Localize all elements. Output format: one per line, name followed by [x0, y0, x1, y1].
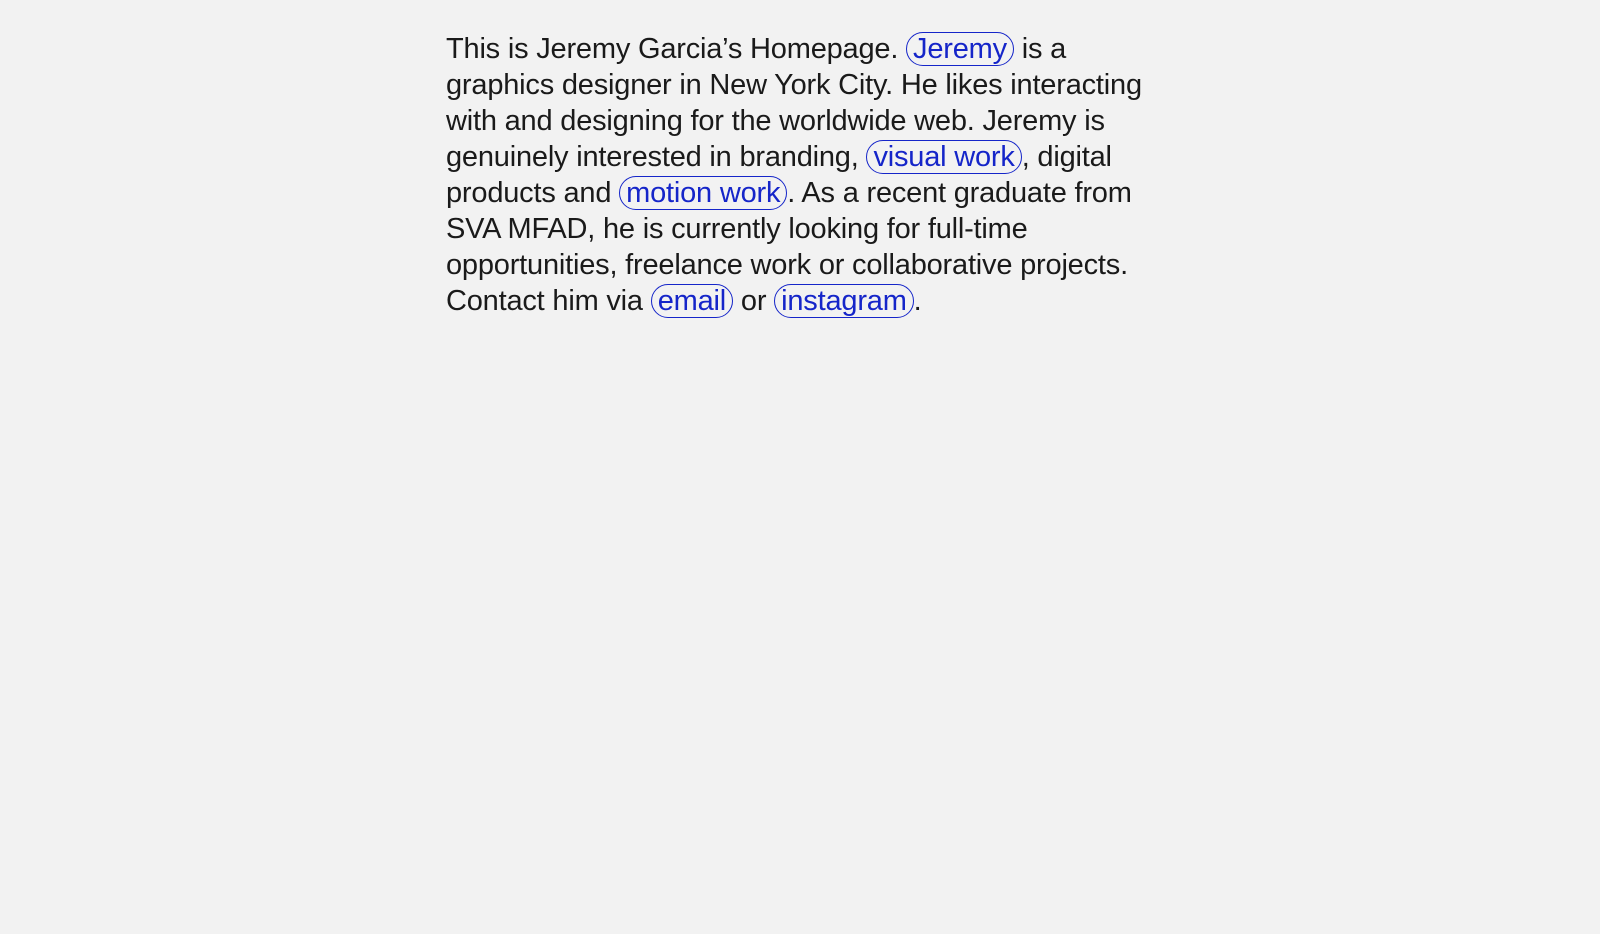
visual-work-link[interactable]: visual work: [866, 140, 1021, 174]
intro-text-6: .: [913, 285, 922, 317]
intro-text-5: or: [733, 285, 775, 317]
intro-text-2: is a graphics designer in New York City. He likes interacting with and designing for the worldwide web. Jeremy is genuinely interested in branding,: [446, 33, 1142, 173]
email-link[interactable]: email: [651, 284, 733, 318]
intro-text-4: . As a recent graduate from SVA MFAD, he is currently looking for full-time opportunities, freelance work or collaborative projects. Contact him via: [446, 177, 1132, 317]
motion-work-link[interactable]: motion work: [619, 176, 787, 210]
intro-text-1: This is Jeremy Garcia’s Homepage.: [446, 33, 907, 65]
instagram-link[interactable]: instagram: [774, 284, 914, 318]
intro-paragraph: [446, 31, 1146, 319]
intro-text-3: , digital products and: [446, 141, 1112, 209]
jeremy-link[interactable]: Jeremy: [906, 32, 1014, 66]
